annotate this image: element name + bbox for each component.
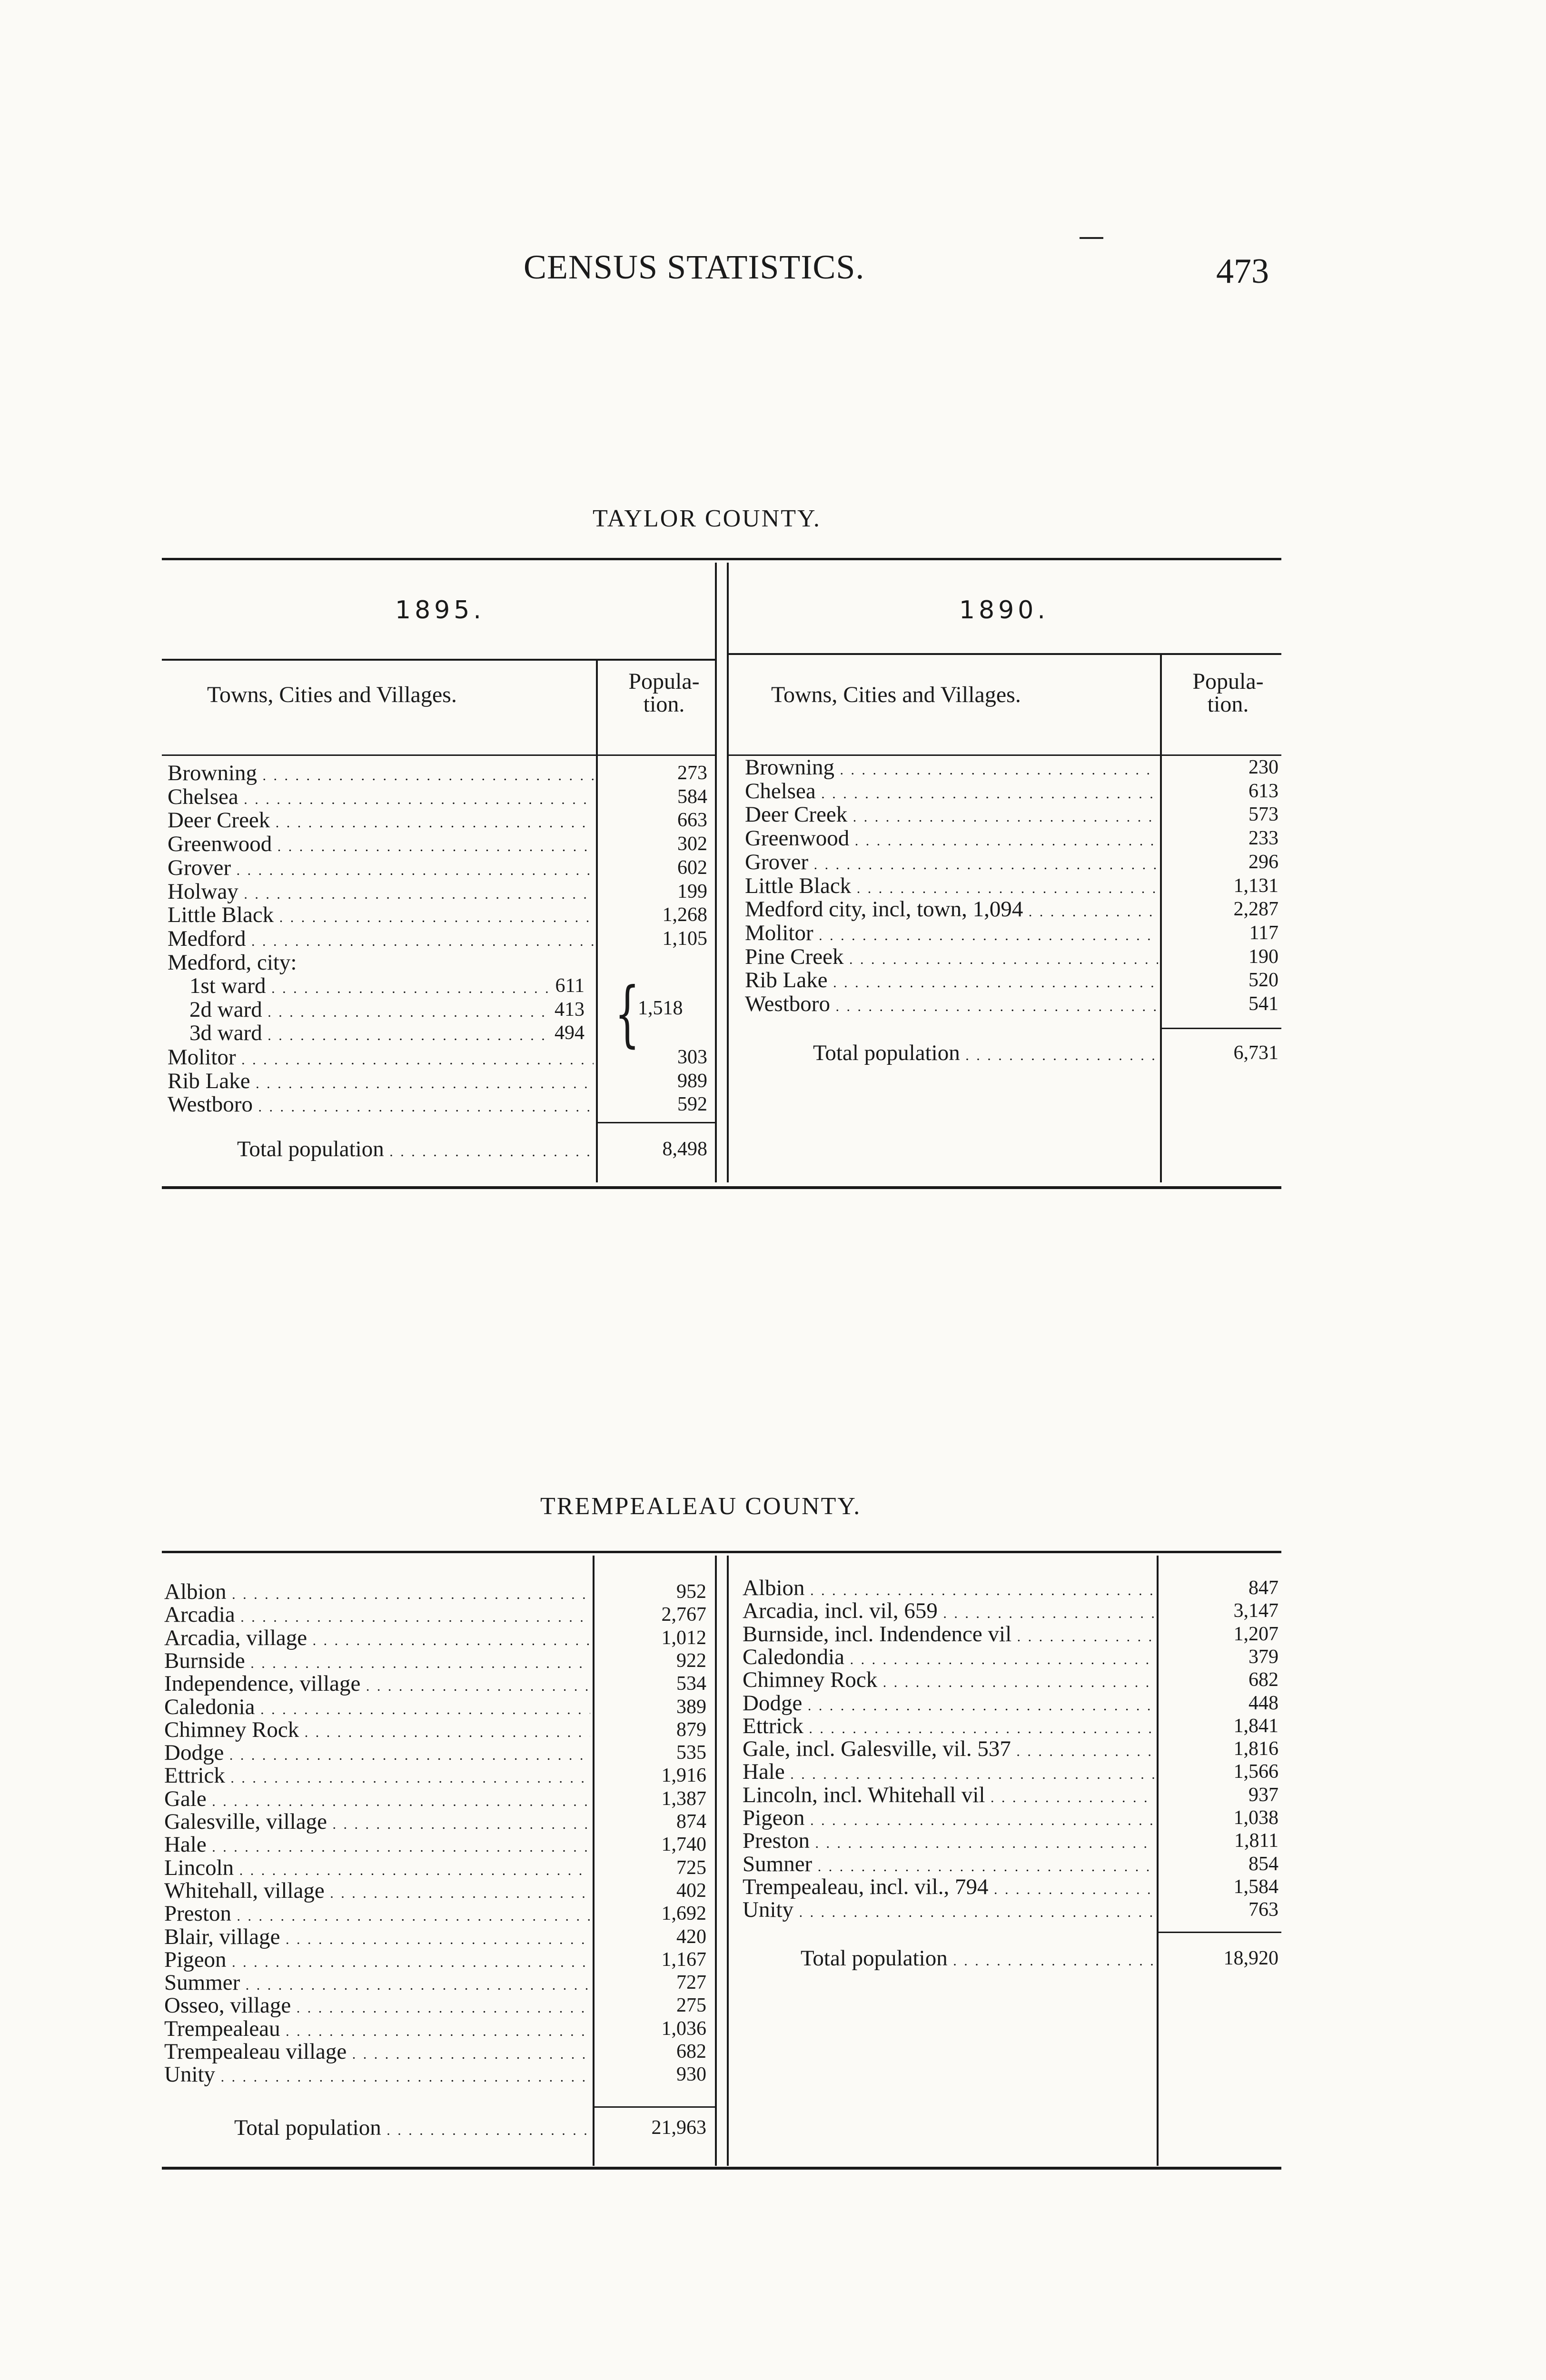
row-value: 989 (677, 1070, 707, 1092)
table-row (745, 945, 1278, 969)
row-name: Grover . . . (745, 851, 1158, 877)
page-number: 473 (1216, 252, 1269, 291)
table-row (743, 1623, 1278, 1646)
table-row (745, 969, 1278, 992)
row-value: 1,036 (661, 2017, 706, 2040)
row-value: 190 (1249, 945, 1278, 968)
table-row (168, 903, 707, 927)
row-name: Dodge . . . (164, 1741, 590, 1767)
row-value: 847 (1249, 1577, 1278, 1599)
row-name: Albion . . . (743, 1577, 1155, 1603)
taylor-1890-sum-rule (1162, 1028, 1281, 1029)
row-name: Pigeon . . . (743, 1806, 1155, 1833)
row-value: 230 (1249, 756, 1278, 778)
row-name: Independence, village . . . (164, 1672, 590, 1698)
row-name: Burnside, incl. Indendence vil . . . (743, 1623, 1155, 1649)
table-row (743, 1668, 1278, 1692)
table-row (164, 2040, 706, 2063)
row-value: 573 (1249, 803, 1278, 826)
row-value: 379 (1249, 1646, 1278, 1668)
table-row (168, 880, 707, 903)
row-name: Albion . . . (164, 1580, 590, 1606)
row-name: Summer . . . (164, 1971, 590, 1997)
row-name: Deer Creek . . . (745, 803, 1158, 829)
row-value: 2,767 (661, 1604, 706, 1626)
row-value: 1,268 (662, 904, 707, 926)
table-row (164, 1580, 706, 1604)
taylor-divider-right (727, 563, 729, 1182)
table-row (743, 1806, 1278, 1830)
table-row (743, 1898, 1278, 1922)
table-row (164, 1787, 706, 1811)
table-row (745, 827, 1278, 850)
table-row (164, 1764, 706, 1787)
ward-name: 2d ward . . . (189, 998, 585, 1024)
table-row (743, 1577, 1278, 1600)
row-name: Holway . . . (168, 880, 594, 906)
total-label: Total population . . . (813, 1041, 1156, 1068)
table-row (164, 2063, 706, 2086)
taylor-1895-sum-rule (598, 1122, 715, 1123)
row-name: Lincoln, incl. Whitehall vil . . . (743, 1784, 1155, 1810)
table-row (168, 856, 707, 880)
ward-row (189, 1021, 585, 1045)
table-row (745, 992, 1278, 1016)
ward-name: 3d ward . . . (189, 1021, 585, 1048)
row-name: Rib Lake . . . (168, 1070, 594, 1096)
row-value: 233 (1249, 827, 1278, 850)
row-name: Greenwood . . . (168, 833, 594, 859)
table-row (164, 1879, 706, 1903)
table-row (745, 780, 1278, 803)
row-name: Chelsea . . . (745, 780, 1158, 806)
taylor-year-1890: 1890. (959, 596, 1049, 625)
ward-brace: { (614, 972, 640, 1055)
ward-value: 494 (550, 1021, 585, 1045)
tremp-divider-left (715, 1556, 717, 2166)
taylor-year-1895: 1895. (395, 596, 485, 625)
taylor-1890-pop-header: Popula- tion. (1192, 669, 1264, 717)
row-name: Sumner . . . (743, 1853, 1155, 1879)
row-name: Deer Creek . . . (168, 809, 594, 835)
row-name: Hale . . . (164, 1833, 590, 1859)
table-row (743, 1646, 1278, 1669)
row-value: 763 (1249, 1899, 1278, 1921)
row-name: Pigeon . . . (164, 1948, 590, 1974)
taylor-top-rule (162, 558, 1281, 560)
taylor-1890-subrule (729, 653, 1281, 655)
table-row (164, 1741, 706, 1765)
row-value: 1,131 (1233, 874, 1278, 897)
row-name: Blair, village . . . (164, 1925, 590, 1952)
row-name: Preston . . . (164, 1902, 590, 1928)
table-row (745, 898, 1278, 921)
taylor-bottom-rule (162, 1186, 1281, 1189)
tremp-divider-right (727, 1556, 729, 2166)
table-row (745, 922, 1278, 945)
tremp-1895-sum-rule (595, 2106, 715, 2108)
tremp-1890-total-label (801, 1947, 1153, 1970)
table-row (168, 809, 707, 832)
row-name: Chelsea . . . (168, 785, 594, 812)
total-label: Total population . . . (237, 1138, 589, 1164)
row-value: 303 (677, 1046, 707, 1068)
row-value: 592 (677, 1093, 707, 1116)
row-value: 613 (1249, 780, 1278, 802)
row-value: 420 (676, 1925, 706, 1948)
row-value: 199 (677, 880, 707, 902)
table-row (745, 756, 1278, 779)
table-row (743, 1829, 1278, 1853)
taylor-1890-total-label (813, 1041, 1156, 1065)
taylor-divider-left (715, 563, 717, 1182)
taylor-1895-subrule (162, 659, 715, 661)
row-name: Hale . . . (743, 1760, 1155, 1786)
taylor-county-title: TAYLOR COUNTY. (593, 505, 821, 532)
ward-value: 413 (550, 998, 585, 1021)
row-value: 1,692 (661, 1903, 706, 1925)
row-name: Arcadia, incl. vil, 659 . . . (743, 1599, 1155, 1626)
row-value: 1,584 (1233, 1875, 1278, 1898)
row-value: 535 (676, 1742, 706, 1764)
row-value: 584 (677, 785, 707, 808)
row-value: 448 (1249, 1692, 1278, 1714)
row-name: Preston . . . (743, 1829, 1155, 1855)
taylor-1895-total-label (237, 1138, 589, 1161)
ward-name: 1st ward . . . (189, 974, 585, 1001)
table-row (164, 1626, 706, 1650)
table-row (168, 785, 707, 809)
trempealeau-county-title: TREMPEALEAU COUNTY. (540, 1493, 862, 1520)
row-value: 3,147 (1233, 1600, 1278, 1622)
medford-city-label: Medford, city: (168, 951, 297, 975)
row-name: Dodge . . . (743, 1692, 1155, 1718)
row-value: 1,105 (662, 927, 707, 950)
table-row (164, 1603, 706, 1626)
row-value: 922 (676, 1649, 706, 1672)
row-name: Medford city, incl, town, 1,094 . . . (745, 898, 1158, 924)
tremp-1890-sum-rule (1159, 1932, 1281, 1933)
table-row (164, 1649, 706, 1673)
taylor-1890-names-header: Towns, Cities and Villages. (771, 682, 1021, 707)
table-row (164, 1833, 706, 1856)
row-name: Unity . . . (164, 2063, 590, 2089)
table-row (168, 833, 707, 856)
row-name: Chimney Rock . . . (743, 1668, 1155, 1695)
row-value: 1,811 (1234, 1830, 1278, 1852)
row-name: Grover . . . (168, 856, 594, 883)
table-row (168, 1046, 707, 1069)
row-value: 879 (676, 1718, 706, 1741)
row-name: Chimney Rock . . . (164, 1718, 590, 1745)
row-name: Lincoln . . . (164, 1856, 590, 1883)
row-value: 602 (677, 856, 707, 879)
table-row (164, 1718, 706, 1742)
row-name: Gale, incl. Galesville, vil. 537 . . . (743, 1737, 1155, 1764)
ward-row (189, 998, 585, 1021)
row-value: 1,566 (1233, 1761, 1278, 1783)
table-row (743, 1599, 1278, 1623)
row-name: Westboro . . . (168, 1093, 594, 1119)
row-name: Little Black . . . (745, 874, 1158, 901)
table-row (743, 1853, 1278, 1876)
row-value: 296 (1249, 851, 1278, 873)
row-name: Burnside . . . (164, 1649, 590, 1676)
row-name: Rib Lake . . . (745, 969, 1158, 995)
row-value: 682 (1249, 1669, 1278, 1691)
running-head: CENSUS STATISTICS. (524, 248, 865, 286)
row-name: Ettrick . . . (743, 1715, 1155, 1741)
row-value: 1,038 (1233, 1807, 1278, 1829)
row-value: 1,207 (1233, 1623, 1278, 1645)
row-value: 534 (676, 1673, 706, 1695)
taylor-1895-pop-header: Popula- tion. (628, 669, 700, 717)
table-row (164, 1994, 706, 2017)
row-value: 663 (677, 809, 707, 832)
row-value: 389 (676, 1696, 706, 1718)
row-name: Arcadia . . . (164, 1603, 590, 1629)
table-row (164, 1925, 706, 1949)
taylor-1895-total-value: 8,498 (662, 1138, 707, 1160)
row-value: 302 (677, 833, 707, 855)
row-name: Trempealeau village . . . (164, 2040, 590, 2066)
row-name: Osseo, village . . . (164, 1994, 590, 2020)
table-row (164, 1810, 706, 1834)
table-row (168, 762, 707, 785)
table-row (743, 1737, 1278, 1761)
row-name: Little Black . . . (168, 903, 594, 930)
row-name: Molitor . . . (745, 922, 1158, 948)
tremp-bottom-rule (162, 2167, 1281, 2170)
tremp-top-rule (162, 1551, 1281, 1553)
head-dash (1080, 237, 1103, 239)
medford-city-total: 1,518 (638, 997, 683, 1019)
table-row (745, 851, 1278, 874)
row-value: 725 (676, 1856, 706, 1879)
row-value: 1,167 (661, 1948, 706, 1971)
table-row (743, 1692, 1278, 1715)
row-value: 874 (676, 1811, 706, 1833)
taylor-1890-total-value: 6,731 (1233, 1042, 1278, 1064)
taylor-1895-names-header: Towns, Cities and Villages. (207, 682, 457, 707)
row-value: 1,740 (661, 1834, 706, 1856)
row-name: Unity . . . (743, 1898, 1155, 1924)
row-name: Galesville, village . . . (164, 1810, 590, 1836)
row-name: Whitehall, village . . . (164, 1879, 590, 1905)
table-row (168, 1093, 707, 1116)
row-value: 1,387 (661, 1787, 706, 1810)
row-name: Trempealeau . . . (164, 2017, 590, 2043)
row-name: Caledondia . . . (743, 1646, 1155, 1672)
row-value: 952 (676, 1581, 706, 1603)
row-value: 682 (676, 2041, 706, 2063)
row-name: Greenwood . . . (745, 827, 1158, 853)
row-value: 937 (1249, 1784, 1278, 1806)
row-value: 727 (676, 1972, 706, 1994)
table-row (164, 1856, 706, 1880)
row-name: Trempealeau, incl. vil., 794 . . . (743, 1875, 1155, 1902)
table-row (164, 2017, 706, 2041)
row-name: Browning . . . (745, 756, 1158, 782)
row-name: Molitor . . . (168, 1046, 594, 1072)
table-row (164, 1902, 706, 1925)
row-value: 1,012 (661, 1626, 706, 1649)
row-name: Pine Creek . . . (745, 945, 1158, 972)
table-row (745, 803, 1278, 826)
row-name: Caledonia . . . (164, 1696, 590, 1722)
row-name: Ettrick . . . (164, 1764, 590, 1790)
row-value: 1,816 (1233, 1738, 1278, 1760)
table-row (164, 1696, 706, 1719)
row-name: Medford . . . (168, 927, 594, 953)
ward-row (189, 974, 585, 998)
row-value: 273 (677, 762, 707, 784)
row-value: 930 (676, 2063, 706, 2086)
row-value: 2,287 (1233, 898, 1278, 921)
row-value: 1,916 (661, 1765, 706, 1787)
row-name: Westboro . . . (745, 992, 1158, 1019)
table-row (743, 1715, 1278, 1738)
row-value: 854 (1249, 1853, 1278, 1875)
tremp-1895-total-value: 21,963 (651, 2117, 706, 2139)
row-value: 402 (676, 1879, 706, 1902)
tremp-1895-total-label (234, 2116, 586, 2140)
row-name: Gale . . . (164, 1787, 590, 1814)
row-value: 541 (1249, 993, 1278, 1015)
taylor-1895-head-rule (162, 754, 715, 756)
table-row (745, 874, 1278, 898)
table-row (164, 1948, 706, 1972)
taylor-1895-medford-city-label (168, 951, 596, 974)
table-row (164, 1971, 706, 1994)
table-row (743, 1760, 1278, 1784)
ward-value: 611 (551, 974, 585, 998)
row-value: 117 (1249, 922, 1278, 944)
tremp-1890-total-value: 18,920 (1223, 1947, 1278, 1969)
table-row (743, 1784, 1278, 1807)
table-row (168, 927, 707, 951)
row-name: Arcadia, village . . . (164, 1626, 590, 1653)
total-label: Total population . . . (234, 2116, 586, 2142)
row-value: 1,841 (1233, 1715, 1278, 1737)
total-label: Total population . . . (801, 1947, 1153, 1973)
row-value: 275 (676, 1994, 706, 2017)
table-row (168, 1070, 707, 1093)
row-value: 520 (1249, 969, 1278, 992)
table-row (164, 1672, 706, 1696)
table-row (743, 1875, 1278, 1899)
row-name: Browning . . . (168, 762, 594, 788)
